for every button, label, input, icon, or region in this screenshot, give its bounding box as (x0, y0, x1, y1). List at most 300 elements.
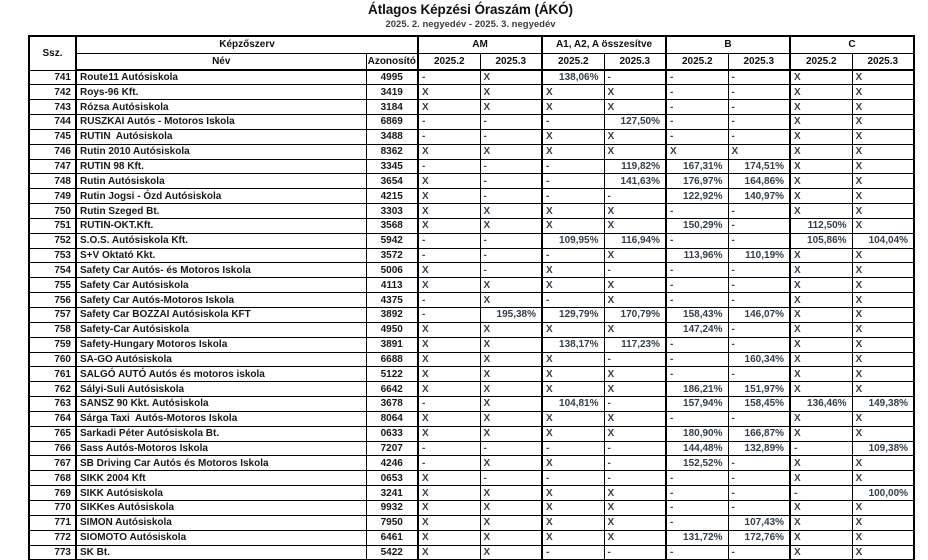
value-cell: 140,97% (728, 189, 790, 204)
value-cell: 119,82% (604, 159, 666, 174)
group-header-c: C (790, 36, 914, 53)
value-cell: X (852, 352, 914, 367)
value-cell: 136,46% (790, 397, 852, 412)
value-cell: X (480, 70, 542, 85)
school-id: 3303 (366, 204, 418, 219)
value-cell: X (852, 456, 914, 471)
value-cell: 157,94% (666, 397, 728, 412)
value-cell: - (666, 100, 728, 115)
value-cell: - (418, 248, 480, 263)
value-cell: X (790, 382, 852, 397)
value-cell: X (418, 322, 480, 337)
row-number: 768 (29, 471, 76, 486)
school-name: Route11 Autósiskola (76, 70, 366, 85)
value-cell: X (790, 144, 852, 159)
value-cell: - (666, 263, 728, 278)
school-name: Safety Car Autósiskola (76, 278, 366, 293)
row-number: 772 (29, 530, 76, 545)
school-id: 4113 (366, 278, 418, 293)
value-cell: 170,79% (604, 308, 666, 323)
value-cell: - (728, 456, 790, 471)
value-cell: X (480, 411, 542, 426)
value-cell: - (418, 456, 480, 471)
value-cell: - (418, 293, 480, 308)
school-name: RUTIN-OKT.Kft. (76, 218, 366, 233)
value-cell: X (604, 85, 666, 100)
value-cell: - (666, 278, 728, 293)
school-name: Sályi-Suli Autósiskola (76, 382, 366, 397)
value-cell: X (542, 456, 604, 471)
value-cell: - (604, 456, 666, 471)
row-number: 755 (29, 278, 76, 293)
period-header: 2025.2 (790, 53, 852, 70)
table-header (29, 36, 914, 70)
school-id: 4246 (366, 456, 418, 471)
school-name: RUTIN 98 Kft. (76, 159, 366, 174)
school-id: 4995 (366, 70, 418, 85)
value-cell: - (604, 70, 666, 85)
table-row (29, 426, 914, 441)
row-number: 769 (29, 486, 76, 501)
value-cell: X (604, 293, 666, 308)
table-row (29, 218, 914, 233)
school-name: Rutin Autósiskola (76, 174, 366, 189)
value-cell: - (604, 189, 666, 204)
table-row (29, 129, 914, 144)
row-number: 766 (29, 441, 76, 456)
value-cell: 195,38% (480, 308, 542, 323)
value-cell: X (418, 515, 480, 530)
value-cell: X (418, 500, 480, 515)
value-cell: X (604, 426, 666, 441)
value-cell: X (418, 545, 480, 560)
school-id: 0633 (366, 426, 418, 441)
value-cell: X (852, 248, 914, 263)
value-cell: X (604, 322, 666, 337)
value-cell: X (542, 426, 604, 441)
table-row (29, 456, 914, 471)
value-cell: X (480, 397, 542, 412)
school-name: Safety-Car Autósiskola (76, 322, 366, 337)
table-row (29, 293, 914, 308)
value-cell: - (542, 248, 604, 263)
row-number: 763 (29, 397, 76, 412)
value-cell: - (790, 486, 852, 501)
value-cell: X (418, 174, 480, 189)
value-cell: X (790, 85, 852, 100)
value-cell: X (542, 218, 604, 233)
table-row (29, 278, 914, 293)
value-cell: X (852, 308, 914, 323)
value-cell: - (728, 100, 790, 115)
value-cell: - (728, 500, 790, 515)
table-row (29, 352, 914, 367)
value-cell: - (666, 204, 728, 219)
group-header-a-osszesitve: A1, A2, A összesítve (542, 36, 666, 53)
value-cell: 144,48% (666, 441, 728, 456)
school-id: 0653 (366, 471, 418, 486)
period-header: 2025.3 (480, 53, 542, 70)
school-id: 4215 (366, 189, 418, 204)
value-cell: X (418, 486, 480, 501)
value-cell: - (418, 233, 480, 248)
value-cell: X (480, 322, 542, 337)
school-id: 4950 (366, 322, 418, 337)
value-cell: X (418, 367, 480, 382)
value-cell: 147,24% (666, 322, 728, 337)
value-cell: 117,23% (604, 337, 666, 352)
col-header-nev: Név (76, 53, 366, 70)
value-cell: 132,89% (728, 441, 790, 456)
school-id: 3345 (366, 159, 418, 174)
value-cell: X (790, 426, 852, 441)
value-cell: X (790, 530, 852, 545)
value-cell: X (604, 129, 666, 144)
value-cell: X (604, 411, 666, 426)
school-id: 9932 (366, 500, 418, 515)
period-header: 2025.2 (666, 53, 728, 70)
value-cell: X (852, 204, 914, 219)
row-number: 743 (29, 100, 76, 115)
value-cell: X (542, 278, 604, 293)
value-cell: X (418, 218, 480, 233)
value-cell: 138,06% (542, 70, 604, 85)
report-header (28, 2, 913, 30)
value-cell: 109,38% (852, 441, 914, 456)
value-cell: - (728, 411, 790, 426)
period-header: 2025.3 (728, 53, 790, 70)
value-cell: X (480, 426, 542, 441)
value-cell: - (604, 471, 666, 486)
school-id: 8362 (366, 144, 418, 159)
value-cell: X (852, 367, 914, 382)
value-cell: - (666, 500, 728, 515)
school-id: 6642 (366, 382, 418, 397)
value-cell: X (852, 411, 914, 426)
period-header: 2025.2 (542, 53, 604, 70)
row-number: 742 (29, 85, 76, 100)
value-cell: X (790, 500, 852, 515)
value-cell: X (480, 545, 542, 560)
value-cell: - (666, 129, 728, 144)
table-row (29, 263, 914, 278)
value-cell: X (790, 367, 852, 382)
value-cell: - (666, 352, 728, 367)
value-cell: 158,43% (666, 308, 728, 323)
value-cell: - (480, 129, 542, 144)
value-cell: - (728, 486, 790, 501)
value-cell: X (480, 293, 542, 308)
value-cell: X (480, 204, 542, 219)
row-number: 758 (29, 322, 76, 337)
value-cell: - (728, 367, 790, 382)
value-cell: X (542, 500, 604, 515)
value-cell: X (852, 85, 914, 100)
row-number: 750 (29, 204, 76, 219)
value-cell: - (666, 293, 728, 308)
value-cell: 141,63% (604, 174, 666, 189)
value-cell: X (480, 500, 542, 515)
school-id: 3678 (366, 397, 418, 412)
value-cell: - (666, 337, 728, 352)
value-cell: X (852, 129, 914, 144)
value-cell: 107,43% (728, 515, 790, 530)
value-cell: X (418, 204, 480, 219)
value-cell: - (542, 174, 604, 189)
value-cell: X (480, 367, 542, 382)
table-row (29, 337, 914, 352)
value-cell: X (790, 308, 852, 323)
value-cell: X (852, 426, 914, 441)
row-number: 751 (29, 218, 76, 233)
value-cell: X (790, 70, 852, 85)
value-cell: X (790, 515, 852, 530)
col-header-azonosito: Azonosító (366, 53, 418, 70)
school-name: SIKKes Autósiskola (76, 500, 366, 515)
value-cell: X (480, 337, 542, 352)
value-cell: X (542, 486, 604, 501)
table-row (29, 70, 914, 85)
school-id: 3572 (366, 248, 418, 263)
value-cell: X (480, 456, 542, 471)
value-cell: - (418, 441, 480, 456)
value-cell: X (852, 322, 914, 337)
value-cell: - (728, 115, 790, 130)
value-cell: - (418, 70, 480, 85)
col-header-ssz: Ssz. (29, 36, 76, 70)
value-cell: - (480, 471, 542, 486)
value-cell: - (728, 218, 790, 233)
table-row (29, 100, 914, 115)
school-id: 5122 (366, 367, 418, 382)
row-number: 759 (29, 337, 76, 352)
school-id: 6869 (366, 115, 418, 130)
row-number: 760 (29, 352, 76, 367)
value-cell: X (852, 500, 914, 515)
value-cell: X (418, 189, 480, 204)
value-cell: X (852, 144, 914, 159)
table-row (29, 174, 914, 189)
value-cell: X (852, 515, 914, 530)
value-cell: 129,79% (542, 308, 604, 323)
school-name: SA-GO Autósiskola (76, 352, 366, 367)
value-cell: X (542, 204, 604, 219)
value-cell: - (542, 159, 604, 174)
value-cell: X (480, 352, 542, 367)
value-cell: 146,07% (728, 308, 790, 323)
value-cell: - (666, 471, 728, 486)
value-cell: X (728, 144, 790, 159)
value-cell: X (790, 545, 852, 560)
value-cell: X (790, 263, 852, 278)
value-cell: - (480, 174, 542, 189)
school-name: Rutin Szeged Bt. (76, 204, 366, 219)
row-number: 741 (29, 70, 76, 85)
value-cell: - (728, 129, 790, 144)
school-name: Safety Car BOZZAI Autósiskola KFT (76, 308, 366, 323)
value-cell: - (480, 263, 542, 278)
row-number: 749 (29, 189, 76, 204)
row-number: 767 (29, 456, 76, 471)
value-cell: - (728, 545, 790, 560)
value-cell: 186,21% (666, 382, 728, 397)
value-cell: 131,72% (666, 530, 728, 545)
value-cell: - (542, 441, 604, 456)
row-number: 752 (29, 233, 76, 248)
value-cell: 167,31% (666, 159, 728, 174)
value-cell: - (666, 367, 728, 382)
period-header: 2025.3 (604, 53, 666, 70)
school-name: Safety-Hungary Motoros Iskola (76, 337, 366, 352)
value-cell: - (666, 515, 728, 530)
school-name: SIOMOTO Autósiskola (76, 530, 366, 545)
value-cell: - (480, 233, 542, 248)
row-number: 771 (29, 515, 76, 530)
value-cell: - (728, 70, 790, 85)
row-number: 745 (29, 129, 76, 144)
value-cell: X (542, 85, 604, 100)
value-cell: X (418, 85, 480, 100)
school-name: S.O.S. Autósiskola Kft. (76, 233, 366, 248)
value-cell: - (418, 129, 480, 144)
period-header: 2025.3 (852, 53, 914, 70)
value-cell: 109,95% (542, 233, 604, 248)
value-cell: X (480, 278, 542, 293)
value-cell: X (604, 367, 666, 382)
school-name: Rutin 2010 Autósiskola (76, 144, 366, 159)
value-cell: X (790, 278, 852, 293)
value-cell: - (728, 337, 790, 352)
value-cell: 104,04% (852, 233, 914, 248)
value-cell: 151,97% (728, 382, 790, 397)
value-cell: - (542, 545, 604, 560)
school-id: 3891 (366, 337, 418, 352)
value-cell: X (418, 263, 480, 278)
group-header-am: AM (418, 36, 542, 53)
school-name: Rutin Jogsi - Ózd Autósiskola (76, 189, 366, 204)
value-cell: X (790, 411, 852, 426)
value-cell: X (604, 382, 666, 397)
value-cell: X (852, 337, 914, 352)
ako-table (28, 35, 915, 560)
value-cell: X (604, 100, 666, 115)
school-name: SIKK 2004 Kft (76, 471, 366, 486)
school-id: 5942 (366, 233, 418, 248)
school-name: Rózsa Autósiskola (76, 100, 366, 115)
value-cell: X (418, 100, 480, 115)
value-cell: - (728, 471, 790, 486)
school-name: Sarkadi Péter Autósiskola Bt. (76, 426, 366, 441)
table-row (29, 85, 914, 100)
value-cell: X (418, 411, 480, 426)
value-cell: X (790, 159, 852, 174)
value-cell: X (790, 115, 852, 130)
value-cell: X (852, 382, 914, 397)
value-cell: X (852, 530, 914, 545)
value-cell: X (480, 530, 542, 545)
value-cell: X (542, 100, 604, 115)
table-row (29, 189, 914, 204)
value-cell: 152,52% (666, 456, 728, 471)
school-name: Sárga Taxi Autós-Motoros Iskola (76, 411, 366, 426)
value-cell: X (790, 337, 852, 352)
school-id: 7950 (366, 515, 418, 530)
value-cell: - (542, 293, 604, 308)
value-cell: - (604, 352, 666, 367)
school-id: 4375 (366, 293, 418, 308)
value-cell: 166,87% (728, 426, 790, 441)
value-cell: X (666, 144, 728, 159)
value-cell: X (480, 218, 542, 233)
report-title: Átlagos Képzési Óraszám (ÁKÓ) (368, 2, 573, 17)
value-cell: X (542, 129, 604, 144)
school-id: 5422 (366, 545, 418, 560)
value-cell: X (604, 204, 666, 219)
value-cell: X (790, 322, 852, 337)
school-name: Safety Car Autós- és Motoros Iskola (76, 263, 366, 278)
school-name: RUSZKAI Autós - Motoros Iskola (76, 115, 366, 130)
row-number: 773 (29, 545, 76, 560)
table-row (29, 397, 914, 412)
value-cell: - (418, 159, 480, 174)
school-id: 3419 (366, 85, 418, 100)
value-cell: - (480, 248, 542, 263)
value-cell: 158,45% (728, 397, 790, 412)
table-row (29, 233, 914, 248)
value-cell: 138,17% (542, 337, 604, 352)
table-row (29, 322, 914, 337)
value-cell: X (480, 85, 542, 100)
value-cell: X (542, 411, 604, 426)
school-name: Roys-96 Kft. (76, 85, 366, 100)
report-subtitle: 2025. 2. negyedév - 2025. 3. negyedév (385, 19, 556, 30)
row-number: 770 (29, 500, 76, 515)
value-cell: - (666, 70, 728, 85)
value-cell: X (852, 545, 914, 560)
row-number: 744 (29, 115, 76, 130)
value-cell: X (542, 144, 604, 159)
group-header-row (29, 36, 914, 53)
value-cell: - (666, 411, 728, 426)
value-cell: X (604, 144, 666, 159)
value-cell: X (480, 515, 542, 530)
value-cell: - (728, 278, 790, 293)
row-number: 765 (29, 426, 76, 441)
value-cell: - (728, 204, 790, 219)
value-cell: X (418, 471, 480, 486)
table-body (29, 70, 914, 560)
value-cell: X (604, 278, 666, 293)
value-cell: 174,51% (728, 159, 790, 174)
school-id: 3568 (366, 218, 418, 233)
value-cell: X (480, 486, 542, 501)
value-cell: - (728, 233, 790, 248)
value-cell: X (542, 352, 604, 367)
value-cell: 113,96% (666, 248, 728, 263)
value-cell: - (666, 115, 728, 130)
value-cell: X (418, 382, 480, 397)
school-name: SALGÓ AUTÓ Autós és motoros iskola (76, 367, 366, 382)
table-row (29, 441, 914, 456)
school-id: 3184 (366, 100, 418, 115)
school-id: 3241 (366, 486, 418, 501)
value-cell: X (790, 129, 852, 144)
value-cell: X (852, 159, 914, 174)
school-id: 5006 (366, 263, 418, 278)
school-name: SIMON Autósiskola (76, 515, 366, 530)
value-cell: X (790, 100, 852, 115)
value-cell: X (790, 189, 852, 204)
